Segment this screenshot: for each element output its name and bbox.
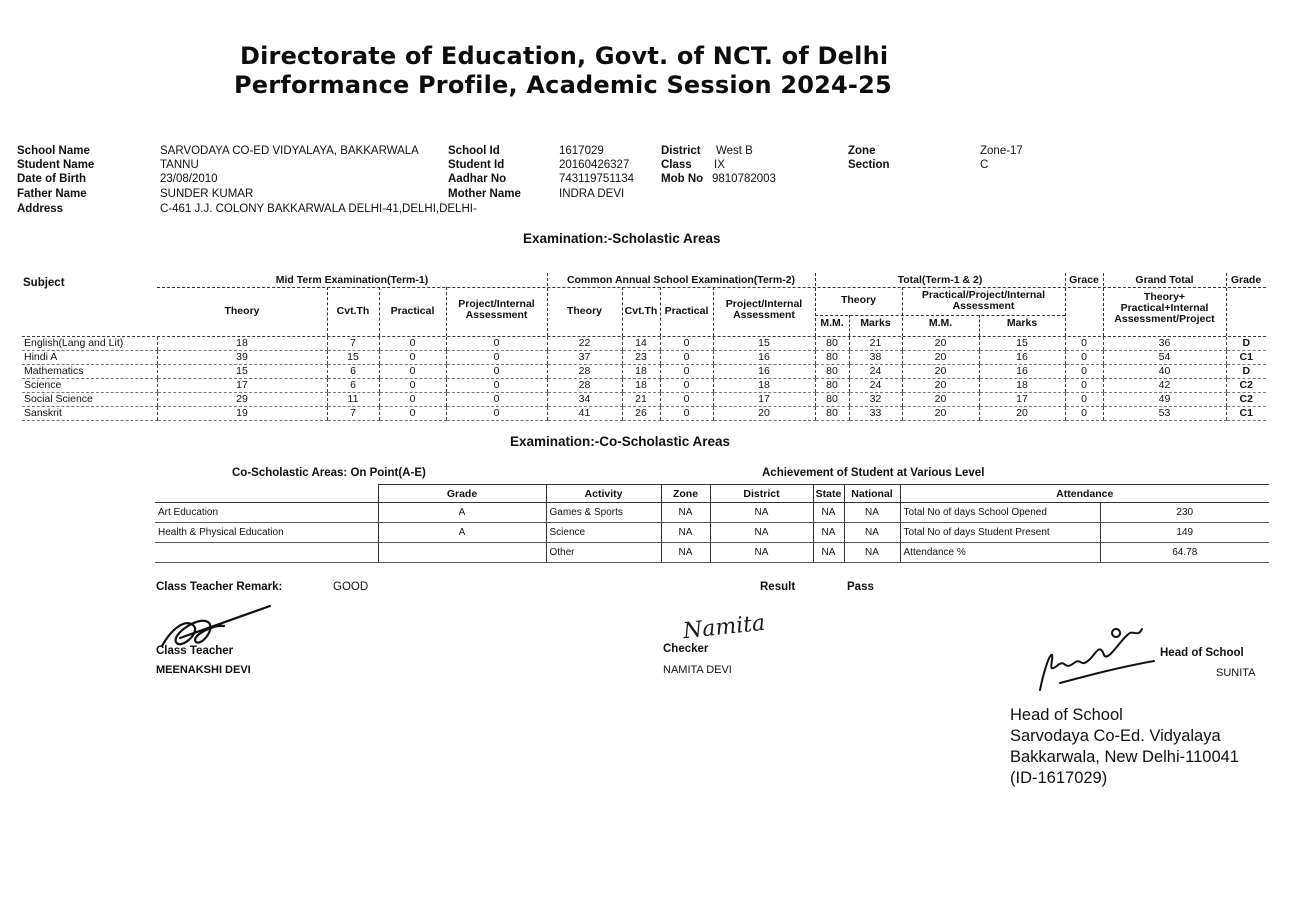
aadhar-label: Aadhar No xyxy=(448,173,507,185)
district-value: West B xyxy=(716,145,753,157)
grand-total-cell: 40 xyxy=(1103,365,1226,379)
t1-cvt-cell: 11 xyxy=(327,393,379,407)
state-cell: NA xyxy=(813,503,844,523)
mm2-header: M.M. xyxy=(928,317,953,329)
t2-practical-header: Practical xyxy=(664,305,709,317)
header-rule-mid xyxy=(815,315,1065,316)
table-row xyxy=(155,503,1269,523)
table-row xyxy=(22,407,1266,421)
grade-cell: D xyxy=(1226,365,1266,379)
activity-cell: Science xyxy=(546,523,661,543)
school-stamp xyxy=(1010,705,1239,789)
header-divider xyxy=(547,273,548,336)
t1-theory-header: Theory xyxy=(224,305,260,317)
attendance-label-cell: Total No of days School Opened xyxy=(900,503,1100,523)
student-id-label: Student Id xyxy=(448,159,505,171)
t1-theory-cell: 39 xyxy=(157,351,327,365)
grace-header: Grace xyxy=(1069,274,1099,286)
total-header: Total(Term-1 & 2) xyxy=(897,274,983,286)
mm2-cell: 20 xyxy=(902,379,979,393)
grand-total-cell: 36 xyxy=(1103,337,1226,351)
marks2-cell: 16 xyxy=(979,365,1065,379)
district-cell: NA xyxy=(710,503,813,523)
section-label: Section xyxy=(848,159,890,171)
grand-total-cell: 42 xyxy=(1103,379,1226,393)
marks1-cell: 38 xyxy=(849,351,902,365)
mm1-cell: 80 xyxy=(815,351,849,365)
t2-cvt-cell: 18 xyxy=(622,379,660,393)
zone-cell: NA xyxy=(661,543,710,563)
grade-header: Grade xyxy=(1230,274,1262,286)
attendance-value-cell: 230 xyxy=(1100,503,1269,523)
t2-theory-cell: 22 xyxy=(547,337,622,351)
section-value: C xyxy=(980,159,989,171)
marks1-cell: 33 xyxy=(849,407,902,421)
dob-value: 23/08/2010 xyxy=(160,173,218,185)
student-id-value: 20160426327 xyxy=(559,159,630,171)
mother-name-value: INDRA DEVI xyxy=(559,188,625,200)
t1-project-header: Project/Internal Assessment xyxy=(458,298,535,321)
mm1-cell: 80 xyxy=(815,365,849,379)
district-label: District xyxy=(661,145,701,157)
header-divider xyxy=(1226,273,1227,336)
head-label: Head of School xyxy=(1160,647,1244,659)
header-divider xyxy=(379,287,380,336)
header-divider xyxy=(902,287,903,336)
grade-cell xyxy=(378,543,546,563)
mm2-cell: 20 xyxy=(902,351,979,365)
header-divider xyxy=(1065,273,1066,336)
t2-cvt-cell: 21 xyxy=(622,393,660,407)
table-row xyxy=(22,379,1266,393)
grade-cell: A xyxy=(378,503,546,523)
t2-cvt-cell: 14 xyxy=(622,337,660,351)
grade-cell: C1 xyxy=(1226,407,1266,421)
term2-header: Common Annual School Examination(Term-2) xyxy=(566,274,796,286)
grade-col-header: Grade xyxy=(378,485,546,503)
subject-header: Subject xyxy=(23,277,65,289)
area-cell: Health & Physical Education xyxy=(155,523,378,543)
address-label: Address xyxy=(17,203,64,215)
t2-practical-cell: 0 xyxy=(660,379,713,393)
table-row xyxy=(155,523,1269,543)
mm2-cell: 20 xyxy=(902,407,979,421)
total-ppi-header: Practical/Project/Internal Assessment xyxy=(921,289,1046,312)
t2-project-header: Project/Internal Assessment xyxy=(725,298,803,321)
t2-project-cell: 16 xyxy=(713,351,815,365)
t1-cvt-header: Cvt.Th xyxy=(336,305,370,317)
mm1-cell: 80 xyxy=(815,407,849,421)
table-row xyxy=(155,543,1269,563)
remark-label: Class Teacher Remark: xyxy=(156,581,283,593)
marks2-cell: 16 xyxy=(979,351,1065,365)
activity-cell: Other xyxy=(546,543,661,563)
subject-cell: Sanskrit xyxy=(22,407,157,421)
grand-total-sub-header: Theory+ Practical+Internal Assessment/Project xyxy=(1114,291,1215,325)
t1-project-cell: 0 xyxy=(446,393,547,407)
coscholastic-title: Examination:-Co-Scholastic Areas xyxy=(510,434,731,449)
grand-total-cell: 49 xyxy=(1103,393,1226,407)
mm2-cell: 20 xyxy=(902,337,979,351)
grade-cell: A xyxy=(378,523,546,543)
t2-theory-cell: 37 xyxy=(547,351,622,365)
t1-practical-cell: 0 xyxy=(379,365,446,379)
header-divider xyxy=(1103,273,1104,336)
table-row xyxy=(22,351,1266,365)
state-cell: NA xyxy=(813,543,844,563)
t1-project-cell: 0 xyxy=(446,337,547,351)
subject-cell: Social Science xyxy=(22,393,157,407)
school-id-label: School Id xyxy=(448,145,500,157)
t1-practical-cell: 0 xyxy=(379,337,446,351)
marks2-cell: 17 xyxy=(979,393,1065,407)
mm2-cell: 20 xyxy=(902,393,979,407)
attendance-value-cell: 64.78 xyxy=(1100,543,1269,563)
t1-project-cell: 0 xyxy=(446,379,547,393)
scholastic-table xyxy=(22,337,1266,421)
header-divider xyxy=(713,287,714,336)
address-value: C-461 J.J. COLONY BAKKARWALA DELHI-41,DELHI,DELHI- xyxy=(160,203,477,215)
t1-theory-cell: 15 xyxy=(157,365,327,379)
header-divider xyxy=(622,287,623,336)
t1-cvt-cell: 7 xyxy=(327,407,379,421)
zone-label: Zone xyxy=(848,145,876,157)
coscholastic-left-header: Co-Scholastic Areas: On Point(A-E) xyxy=(232,467,426,479)
remark-value: GOOD xyxy=(333,581,369,593)
t2-project-cell: 16 xyxy=(713,365,815,379)
t2-theory-cell: 28 xyxy=(547,365,622,379)
grace-cell: 0 xyxy=(1065,337,1103,351)
school-name-value: SARVODAYA CO-ED VIDYALAYA, BAKKARWALA xyxy=(160,145,419,157)
area-cell xyxy=(155,543,378,563)
mm1-cell: 80 xyxy=(815,379,849,393)
table-row xyxy=(22,365,1266,379)
grace-cell: 0 xyxy=(1065,365,1103,379)
t1-theory-cell: 17 xyxy=(157,379,327,393)
t2-cvt-header: Cvt.Th xyxy=(624,305,658,317)
header-divider xyxy=(446,287,447,336)
grade-cell: D xyxy=(1226,337,1266,351)
attendance-label-cell: Total No of days Student Present xyxy=(900,523,1100,543)
father-name-value: SUNDER KUMAR xyxy=(160,188,254,200)
district-cell: NA xyxy=(710,523,813,543)
school-name-label: School Name xyxy=(17,145,90,157)
class-teacher-name: MEENAKSHI DEVI xyxy=(156,664,251,676)
t2-cvt-cell: 23 xyxy=(622,351,660,365)
table-row xyxy=(22,337,1266,351)
head-name: SUNITA xyxy=(1216,667,1256,679)
checker-name: NAMITA DEVI xyxy=(663,664,732,676)
term1-header: Mid Term Examination(Term-1) xyxy=(275,274,429,286)
district-cell: NA xyxy=(710,543,813,563)
national-cell: NA xyxy=(844,503,900,523)
head-signature xyxy=(1030,615,1160,695)
activity-cell: Games & Sports xyxy=(546,503,661,523)
header-rule-top xyxy=(157,287,1266,288)
checker-label: Checker xyxy=(663,643,709,655)
t2-project-cell: 18 xyxy=(713,379,815,393)
stamp-line-3: Bakkarwala, New Delhi-110041 xyxy=(1010,748,1239,766)
t1-practical-header: Practical xyxy=(390,305,435,317)
mother-name-label: Mother Name xyxy=(448,188,521,200)
coscholastic-header-row xyxy=(155,485,1269,503)
class-label: Class xyxy=(661,159,692,171)
checker-signature: Namita xyxy=(681,610,767,645)
t2-project-cell: 15 xyxy=(713,337,815,351)
header-divider xyxy=(979,315,980,336)
mm1-cell: 80 xyxy=(815,393,849,407)
father-name-label: Father Name xyxy=(17,188,87,200)
t2-theory-header: Theory xyxy=(566,305,602,317)
zone-value: Zone-17 xyxy=(980,145,1023,157)
zone-cell: NA xyxy=(661,523,710,543)
marks2-cell: 18 xyxy=(979,379,1065,393)
result-label: Result xyxy=(760,581,796,593)
mob-value: 9810782003 xyxy=(712,173,776,185)
t1-cvt-cell: 6 xyxy=(327,379,379,393)
grade-cell: C2 xyxy=(1226,379,1266,393)
national-cell: NA xyxy=(844,523,900,543)
student-name-value: TANNU xyxy=(160,159,199,171)
national-cell: NA xyxy=(844,543,900,563)
coscholastic-table xyxy=(155,484,1269,563)
t2-practical-cell: 0 xyxy=(660,393,713,407)
area-col-header xyxy=(155,485,378,503)
student-name-label: Student Name xyxy=(17,159,95,171)
stamp-line-2: Sarvodaya Co-Ed. Vidyalaya xyxy=(1010,727,1221,745)
scholastic-title: Examination:-Scholastic Areas xyxy=(523,231,721,246)
dob-label: Date of Birth xyxy=(17,173,86,185)
marks2-cell: 20 xyxy=(979,407,1065,421)
t2-cvt-cell: 26 xyxy=(622,407,660,421)
area-cell: Art Education xyxy=(155,503,378,523)
attendance-value-cell: 149 xyxy=(1100,523,1269,543)
t2-practical-cell: 0 xyxy=(660,407,713,421)
t2-practical-cell: 0 xyxy=(660,351,713,365)
school-id-value: 1617029 xyxy=(559,145,604,157)
marks1-cell: 32 xyxy=(849,393,902,407)
national-col-header: National xyxy=(844,485,900,503)
attendance-label-cell: Attendance % xyxy=(900,543,1100,563)
zone-cell: NA xyxy=(661,503,710,523)
state-cell: NA xyxy=(813,523,844,543)
table-row xyxy=(22,393,1266,407)
mob-label: Mob No xyxy=(661,173,704,185)
zone-col-header: Zone xyxy=(661,485,710,503)
t1-practical-cell: 0 xyxy=(379,379,446,393)
grand-total-cell: 53 xyxy=(1103,407,1226,421)
t1-cvt-cell: 15 xyxy=(327,351,379,365)
t1-practical-cell: 0 xyxy=(379,407,446,421)
t2-practical-cell: 0 xyxy=(660,337,713,351)
header-divider xyxy=(815,273,816,336)
state-col-header: State xyxy=(813,485,844,503)
subject-cell: Science xyxy=(22,379,157,393)
header-divider xyxy=(849,315,850,336)
t2-theory-cell: 28 xyxy=(547,379,622,393)
total-theory-header: Theory xyxy=(840,294,876,306)
t1-cvt-cell: 7 xyxy=(327,337,379,351)
grand-total-header: Grand Total xyxy=(1135,274,1194,286)
grace-cell: 0 xyxy=(1065,393,1103,407)
page-title: Directorate of Education, Govt. of NCT. of Delhi xyxy=(240,42,889,70)
t1-project-cell: 0 xyxy=(446,351,547,365)
grace-cell: 0 xyxy=(1065,407,1103,421)
marks1-cell: 21 xyxy=(849,337,902,351)
header-divider xyxy=(327,287,328,336)
marks1-header: Marks xyxy=(860,317,891,329)
achievement-header: Achievement of Student at Various Level xyxy=(762,467,985,479)
t1-practical-cell: 0 xyxy=(379,351,446,365)
t1-project-cell: 0 xyxy=(446,407,547,421)
grade-cell: C1 xyxy=(1226,351,1266,365)
grade-cell: C2 xyxy=(1226,393,1266,407)
page-subtitle: Performance Profile, Academic Session 2024-25 xyxy=(234,71,892,99)
marks1-cell: 24 xyxy=(849,365,902,379)
t1-project-cell: 0 xyxy=(446,365,547,379)
grand-total-cell: 54 xyxy=(1103,351,1226,365)
aadhar-value: 743119751134 xyxy=(559,173,635,185)
grace-cell: 0 xyxy=(1065,379,1103,393)
t1-theory-cell: 18 xyxy=(157,337,327,351)
t1-practical-cell: 0 xyxy=(379,393,446,407)
class-teacher-label: Class Teacher xyxy=(156,645,234,657)
mm2-cell: 20 xyxy=(902,365,979,379)
marks2-header: Marks xyxy=(1006,317,1038,329)
t2-theory-cell: 34 xyxy=(547,393,622,407)
marks2-cell: 15 xyxy=(979,337,1065,351)
t2-project-cell: 20 xyxy=(713,407,815,421)
stamp-line-4: (ID-1617029) xyxy=(1010,769,1108,787)
t2-practical-cell: 0 xyxy=(660,365,713,379)
mm1-header: M.M. xyxy=(820,317,844,329)
t2-project-cell: 17 xyxy=(713,393,815,407)
grace-cell: 0 xyxy=(1065,351,1103,365)
t1-theory-cell: 19 xyxy=(157,407,327,421)
subject-cell: Mathematics xyxy=(22,365,157,379)
marks1-cell: 24 xyxy=(849,379,902,393)
mm1-cell: 80 xyxy=(815,337,849,351)
t2-cvt-cell: 18 xyxy=(622,365,660,379)
activity-col-header: Activity xyxy=(546,485,661,503)
district-col-header: District xyxy=(710,485,813,503)
t2-theory-cell: 41 xyxy=(547,407,622,421)
stamp-line-1: Head of School xyxy=(1010,706,1123,724)
header-divider xyxy=(660,287,661,336)
subject-cell: English(Lang and Lit) xyxy=(22,337,157,351)
class-value: IX xyxy=(714,159,725,171)
subject-cell: Hindi A xyxy=(22,351,157,365)
t1-theory-cell: 29 xyxy=(157,393,327,407)
t1-cvt-cell: 6 xyxy=(327,365,379,379)
attendance-col-header: Attendance xyxy=(900,485,1269,503)
result-value: Pass xyxy=(847,581,874,593)
